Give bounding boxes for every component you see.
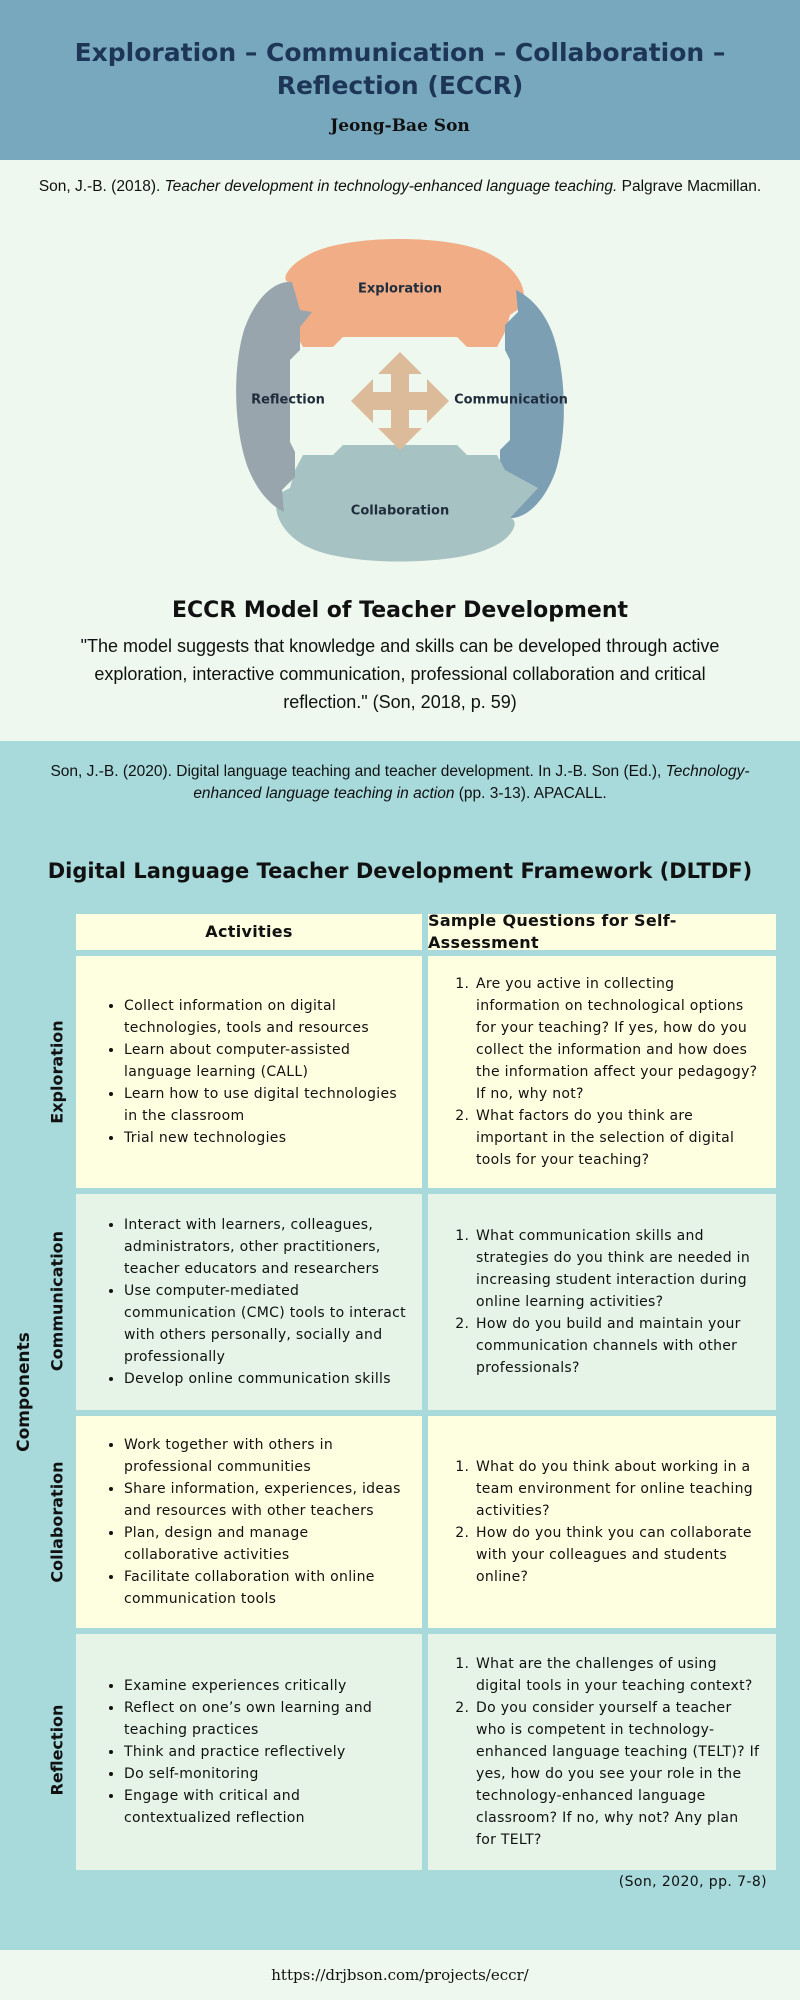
row-label-reflection: Reflection <box>47 1704 67 1796</box>
list-item: • Do self-monitoring <box>124 1763 406 1785</box>
reflection-activities-list <box>76 1675 422 1829</box>
communication-questions-cell <box>428 1194 776 1410</box>
reference-2018-publisher: Palgrave Macmillan. <box>617 178 762 195</box>
communication-questions-list <box>428 1225 776 1379</box>
reference-2018-authors: Son, J.-B. (2018). <box>38 178 165 195</box>
questions-header: Sample Questions for Self-Assessment <box>428 914 776 950</box>
reference-2020 <box>30 761 770 805</box>
exploration-label: Exploration <box>358 281 442 297</box>
list-item: • Learn about computer-assisted language learning (CALL) <box>124 1039 406 1083</box>
reflection-activities-cell <box>76 1634 422 1870</box>
reference-2020-publisher: (pp. 3-13). APACALL. <box>454 785 607 802</box>
collaboration-questions-cell <box>428 1416 776 1628</box>
list-item: • Develop online communication skills <box>124 1368 406 1390</box>
list-item: 1. Are you active in collecting information on technological options for your teaching? If yes, how do you collect the information and how does the information affect your pedagogy? If no, why not? <box>474 973 760 1105</box>
footer-url[interactable]: https://drjbson.com/projects/eccr/ <box>271 1966 529 1984</box>
list-item: • Trial new technologies <box>124 1127 406 1149</box>
list-item: • Interact with learners, colleagues, administrators, other practitioners, teacher educators and researchers <box>124 1214 406 1280</box>
exploration-questions-list <box>428 973 776 1171</box>
row-label-communication: Communication <box>47 1230 67 1372</box>
framework-title: Digital Language Teacher Development Framework (DLTDF) <box>47 859 753 883</box>
list-item: • Use computer-mediated communication (CMC) tools to interact with others personally, socially and professionally <box>124 1280 406 1368</box>
exploration-activities-list <box>76 995 422 1149</box>
reference-2018 <box>0 178 800 196</box>
reflection-questions-cell <box>428 1634 776 1870</box>
reflection-label: Reflection <box>251 392 325 408</box>
page-title: Exploration – Communication – Collaboration – Reflection (ECCR) <box>74 38 726 100</box>
list-item: • Facilitate collaboration with online communication tools <box>124 1566 406 1610</box>
activities-header: Activities <box>76 914 422 950</box>
model-quote: "The model suggests that knowledge and skills can be developed through active exploration, interactive communication, professional collaboration and critical reflection." (Son, 2018, p. 59) <box>80 636 720 712</box>
reference-2020-authors: Son, J.-B. (2020). Digital language teaching and teacher development. In J.-B. Son (Ed.), <box>50 763 666 780</box>
list-item: 2. How do you think you can collaborate with your colleagues and students online? <box>474 1522 760 1588</box>
list-item: • Engage with critical and contextualized reflection <box>124 1785 406 1829</box>
exploration-activities-cell <box>76 956 422 1188</box>
reflection-questions-list <box>428 1653 776 1851</box>
list-item: 2. Do you consider yourself a teacher who is competent in technology-enhanced language teaching (TELT)? If yes, how do you see your role in the technology-enhanced language classroom? If no, why not? Any plan for TELT? <box>474 1697 760 1851</box>
list-item: • Think and practice reflectively <box>124 1741 406 1763</box>
list-item: • Plan, design and manage collaborative activities <box>124 1522 406 1566</box>
list-item: • Collect information on digital technologies, tools and resources <box>124 995 406 1039</box>
components-axis-label: Components <box>14 1332 34 1452</box>
header-banner <box>0 0 800 160</box>
row-label-exploration: Exploration <box>47 1020 67 1124</box>
communication-activities-list <box>76 1214 422 1390</box>
list-item: 1. What do you think about working in a team environment for online teaching activities? <box>474 1456 760 1522</box>
reference-2020-book-title: Technology-enhanced language teaching in action <box>193 763 750 802</box>
collaboration-activities-list <box>76 1434 422 1610</box>
list-item: • Examine experiences critically <box>124 1675 406 1697</box>
list-item: • Reflect on one’s own learning and teaching practices <box>124 1697 406 1741</box>
exploration-questions-cell <box>428 956 776 1188</box>
communication-label: Communication <box>454 392 568 408</box>
list-item: 2. How do you build and maintain your communication channels with other professionals? <box>474 1313 760 1379</box>
list-item: 2. What factors do you think are important in the selection of digital tools for your teaching? <box>474 1105 760 1171</box>
list-item: • Share information, experiences, ideas and resources with other teachers <box>124 1478 406 1522</box>
list-item: 1. What are the challenges of using digital tools in your teaching context? <box>474 1653 760 1697</box>
footer <box>0 1950 800 2000</box>
communication-activities-cell <box>76 1194 422 1410</box>
eccr-cycle-diagram <box>200 220 600 580</box>
collaboration-label: Collaboration <box>350 503 450 519</box>
collaboration-activities-cell <box>76 1416 422 1628</box>
framework-source-citation: (Son, 2020, pp. 7-8) <box>618 1874 767 1890</box>
list-item: • Learn how to use digital technologies in the classroom <box>124 1083 406 1127</box>
collaboration-questions-list <box>428 1456 776 1588</box>
row-label-collaboration: Collaboration <box>47 1461 67 1583</box>
model-title: ECCR Model of Teacher Development <box>172 598 628 623</box>
reference-2018-title: Teacher development in technology-enhanced language teaching. <box>164 178 618 195</box>
four-way-arrow-icon <box>351 352 449 450</box>
author-name: Jeong-Bae Son <box>330 116 470 136</box>
list-item: 1. What communication skills and strategies do you think are needed in increasing student interaction during online learning activities? <box>474 1225 760 1313</box>
list-item: • Work together with others in professional communities <box>124 1434 406 1478</box>
